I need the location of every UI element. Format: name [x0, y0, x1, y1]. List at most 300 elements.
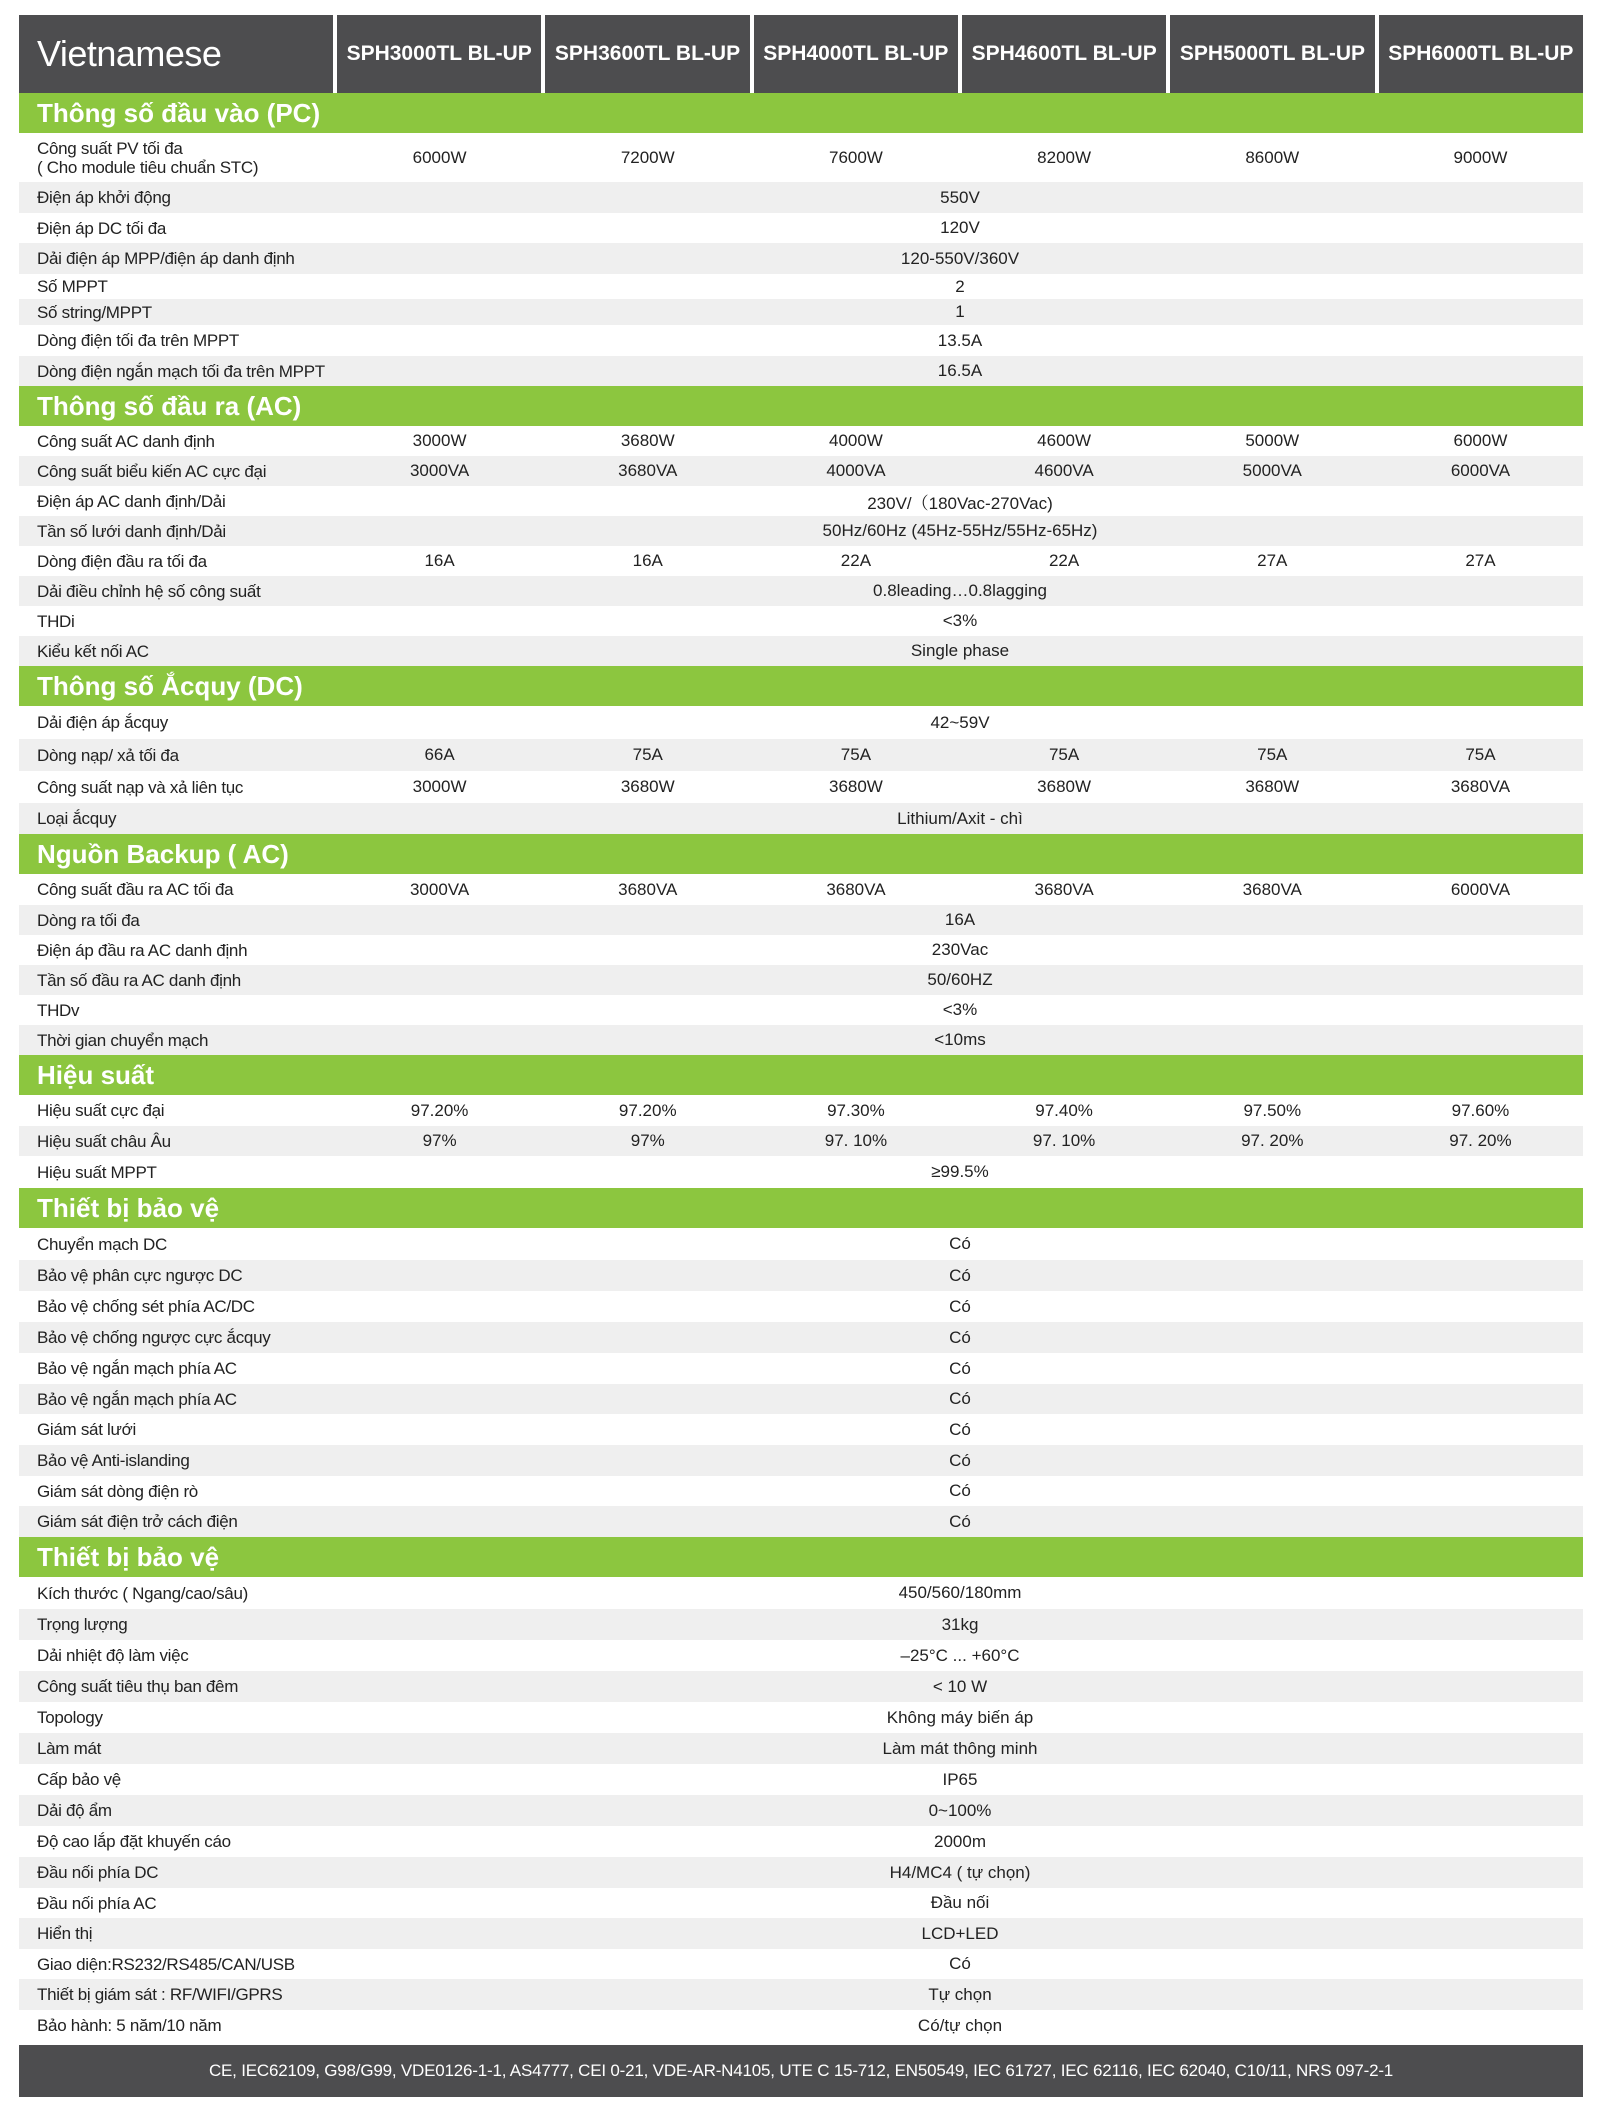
spec-label-cell [19, 213, 337, 243]
spec-label: Số MPPT [37, 277, 108, 296]
spec-value-span: 120V [337, 213, 1583, 243]
spec-label: Dải độ ẩm [37, 1801, 112, 1820]
spec-row [19, 771, 1583, 803]
spec-label: Dải điện áp ắcquy [37, 713, 168, 732]
spec-value-span: Có [337, 1506, 1583, 1537]
spec-values [337, 1918, 1583, 1949]
spec-value-span: Có [337, 1353, 1583, 1384]
spec-row [19, 995, 1583, 1025]
spec-value-cell: 75A [545, 739, 750, 771]
spec-row [19, 426, 1583, 456]
spec-label-cell [19, 1476, 337, 1506]
spec-values [337, 426, 1583, 456]
spec-value-cell: 97.20% [337, 1095, 542, 1126]
spec-label: Điện áp khởi động [37, 188, 171, 207]
model-header: SPH3600TL BL-UP [545, 15, 749, 93]
table-header [19, 15, 1583, 93]
spec-row [19, 1353, 1583, 1384]
spec-label: Topology [37, 1708, 103, 1727]
spec-value-cell: 3680W [1170, 771, 1375, 803]
spec-row [19, 935, 1583, 965]
spec-label-cell [19, 1640, 337, 1671]
spec-row [19, 1702, 1583, 1733]
spec-value-cell: 97% [545, 1126, 750, 1156]
spec-values [337, 1609, 1583, 1640]
spec-values [337, 1445, 1583, 1476]
model-header: SPH5000TL BL-UP [1170, 15, 1374, 93]
spec-label-cell [19, 636, 337, 666]
spec-value-cell: 66A [337, 739, 542, 771]
model-header: SPH3000TL BL-UP [337, 15, 541, 93]
spec-label: Trọng lượng [37, 1615, 128, 1634]
spec-label: Dải điều chỉnh hệ số công suất [37, 581, 261, 601]
spec-label-cell [19, 2010, 337, 2041]
spec-label: Công suất PV tối đa [37, 138, 183, 158]
spec-label: Cấp bảo vệ [37, 1770, 121, 1789]
spec-label-cell [19, 486, 337, 516]
spec-label-cell [19, 182, 337, 213]
spec-label-cell [19, 1671, 337, 1702]
spec-label: Điện áp DC tối đa [37, 218, 167, 238]
spec-label: Điện áp AC danh định/Dải [37, 491, 226, 511]
spec-label-cell [19, 1609, 337, 1640]
spec-value-cell: 97. 10% [962, 1126, 1167, 1156]
spec-row [19, 1918, 1583, 1949]
spec-row [19, 182, 1583, 213]
section-title: Thông số đầu vào (PC) [19, 93, 1583, 133]
spec-label: Chuyển mạch DC [37, 1234, 167, 1254]
spec-value-span: Có [337, 1414, 1583, 1445]
spec-value-cell: 75A [1170, 739, 1375, 771]
spec-value-cell: 16A [545, 546, 750, 576]
spec-row [19, 1156, 1583, 1188]
spec-label: Hiển thị [37, 1924, 93, 1943]
spec-value-cell: 3680VA [753, 874, 958, 905]
spec-label: Bảo vệ phân cực ngược DC [37, 1266, 243, 1285]
spec-value-cell: 22A [962, 546, 1167, 576]
spec-label: Tần số lưới danh định/Dải [37, 521, 226, 541]
spec-values [337, 874, 1583, 905]
spec-label: Hiệu suất cực đại [37, 1101, 165, 1120]
spec-label-cell [19, 1025, 337, 1055]
spec-label: Bảo vệ ngắn mạch phía AC [37, 1389, 237, 1409]
spec-row [19, 576, 1583, 606]
spec-values [337, 1671, 1583, 1702]
section-title: Thông số Ắcquy (DC) [19, 666, 1583, 706]
spec-values [337, 133, 1583, 182]
spec-label: Dòng điện ngắn mạch tối đa trên MPPT [37, 361, 325, 381]
spec-value-cell: 75A [962, 739, 1167, 771]
spec-value-span: H4/MC4 ( tự chọn) [337, 1857, 1583, 1888]
certifications-footer: CE, IEC62109, G98/G99, VDE0126-1-1, AS4777, CEI 0-21, VDE-AR-N4105, UTE C 15-712, EN50549, IEC 61727, IEC 62116, IEC 62040, C10/11, NRS 097-2-1 [19, 2045, 1583, 2097]
spec-value-cell: 4000VA [753, 456, 958, 486]
spec-label-cell [19, 325, 337, 356]
spec-row [19, 1949, 1583, 1979]
spec-row [19, 2010, 1583, 2041]
spec-value-span: <3% [337, 606, 1583, 636]
spec-value-span: Có/tự chọn [337, 2010, 1583, 2041]
spec-label-cell [19, 606, 337, 636]
spec-label: Dải nhiệt độ làm việc [37, 1646, 189, 1665]
spec-values [337, 2010, 1583, 2041]
spec-value-span: Có [337, 1291, 1583, 1322]
spec-label-cell [19, 1445, 337, 1476]
spec-value-span: Tự chọn [337, 1979, 1583, 2010]
model-header: SPH6000TL BL-UP [1379, 15, 1583, 93]
spec-label: Thời gian chuyển mạch [37, 1030, 209, 1050]
spec-value-cell: 3680VA [545, 874, 750, 905]
spec-values [337, 1414, 1583, 1445]
spec-value-cell: 97.20% [545, 1095, 750, 1126]
spec-label: Dòng nạp/ xả tối đa [37, 745, 179, 765]
spec-values [337, 606, 1583, 636]
spec-label: Kích thước ( Ngang/cao/sâu) [37, 1583, 248, 1603]
spec-value-span: 50/60HZ [337, 965, 1583, 995]
spec-label: Điện áp đầu ra AC danh định [37, 940, 248, 960]
spec-values [337, 1156, 1583, 1188]
spec-label-cell [19, 1260, 337, 1291]
spec-value-span: < 10 W [337, 1671, 1583, 1702]
spec-label-cell [19, 1126, 337, 1156]
spec-value-span: 1 [337, 299, 1583, 325]
spec-value-cell: 3000W [337, 771, 542, 803]
spec-label-cell [19, 1888, 337, 1918]
spec-label-cell [19, 803, 337, 834]
spec-label: Độ cao lắp đặt khuyến cáo [37, 1832, 231, 1851]
spec-row [19, 213, 1583, 243]
spec-label: Thiết bị giám sát : RF/WIFI/GPRS [37, 1985, 283, 2004]
spec-values [337, 1857, 1583, 1888]
spec-label-cell [19, 456, 337, 486]
spec-value-span: 230V/（180Vac-270Vac) [337, 486, 1583, 516]
spec-label: Dòng điện đầu ra tối đa [37, 551, 207, 571]
spec-values [337, 516, 1583, 546]
spec-values [337, 965, 1583, 995]
spec-value-span: 0.8leading…0.8lagging [337, 576, 1583, 606]
spec-value-span: IP65 [337, 1764, 1583, 1795]
spec-row [19, 1291, 1583, 1322]
spec-label-cell [19, 1414, 337, 1445]
spec-value-span: Có [337, 1384, 1583, 1414]
spec-label-cell [19, 1156, 337, 1188]
spec-values [337, 1733, 1583, 1764]
spec-value-cell: 8600W [1170, 133, 1375, 182]
spec-label: THDi [37, 611, 75, 631]
spec-values [337, 1577, 1583, 1609]
spec-value-cell: 22A [753, 546, 958, 576]
spec-value-cell: 3680W [545, 426, 750, 456]
spec-values [337, 1260, 1583, 1291]
spec-value-cell: 97. 20% [1378, 1126, 1583, 1156]
spec-label-cell [19, 243, 337, 274]
spec-row [19, 739, 1583, 771]
spec-value-span: 42~59V [337, 706, 1583, 739]
spec-value-span: Đầu nối [337, 1888, 1583, 1918]
spec-values [337, 1949, 1583, 1979]
spec-label-cell [19, 299, 337, 325]
spec-label-cell [19, 935, 337, 965]
spec-value-cell: 3680W [545, 771, 750, 803]
spec-value-cell: 3680VA [545, 456, 750, 486]
spec-label: Bảo hành: 5 năm/10 năm [37, 2016, 222, 2035]
spec-row [19, 965, 1583, 995]
section-title: Thiết bị bảo vệ [19, 1537, 1583, 1577]
spec-value-span: Có [337, 1228, 1583, 1260]
spec-label-cell [19, 905, 337, 935]
spec-value-cell: 3680VA [1378, 771, 1583, 803]
spec-value-span: LCD+LED [337, 1918, 1583, 1949]
spec-values [337, 1640, 1583, 1671]
spec-value-span: 120-550V/360V [337, 243, 1583, 274]
spec-value-cell: 4600W [962, 426, 1167, 456]
spec-value-cell: 7600W [753, 133, 958, 182]
spec-value-cell: 97. 20% [1170, 1126, 1375, 1156]
spec-value-cell: 6000VA [1378, 874, 1583, 905]
spec-values [337, 325, 1583, 356]
spec-value-cell: 97.40% [962, 1095, 1167, 1126]
spec-values [337, 1702, 1583, 1733]
section-title: Thiết bị bảo vệ [19, 1188, 1583, 1228]
spec-values [337, 546, 1583, 576]
spec-label-cell [19, 133, 337, 182]
spec-label-cell [19, 706, 337, 739]
spec-label-cell [19, 1826, 337, 1857]
spec-value-span: 2 [337, 274, 1583, 299]
spec-label-cell [19, 995, 337, 1025]
section-title: Thông số đầu ra (AC) [19, 386, 1583, 426]
spec-label: Dòng điện tối đa trên MPPT [37, 331, 239, 350]
spec-label: Giám sát dòng điện rò [37, 1481, 198, 1501]
spec-row [19, 1609, 1583, 1640]
spec-values [337, 995, 1583, 1025]
spec-value-span: 2000m [337, 1826, 1583, 1857]
spec-label: Công suất nạp và xả liên tục [37, 777, 244, 797]
spec-label-cell [19, 546, 337, 576]
spec-values [337, 636, 1583, 666]
spec-value-cell: 5000VA [1170, 456, 1375, 486]
spec-value-span: –25°C ... +60°C [337, 1640, 1583, 1671]
spec-row [19, 1764, 1583, 1795]
spec-label: Hiệu suất MPPT [37, 1162, 157, 1182]
spec-label: Hiệu suất châu Âu [37, 1131, 171, 1151]
spec-label: Giao diện:RS232/RS485/CAN/USB [37, 1954, 295, 1974]
spec-values [337, 486, 1583, 516]
spec-value-cell: 6000W [1378, 426, 1583, 456]
spec-label: Bảo vệ Anti-islanding [37, 1451, 190, 1470]
spec-value-cell: 5000W [1170, 426, 1375, 456]
spec-label-cell [19, 739, 337, 771]
spec-row [19, 1322, 1583, 1353]
spec-value-cell: 3680W [962, 771, 1167, 803]
spec-values [337, 935, 1583, 965]
spec-label-cell [19, 516, 337, 546]
spec-label-cell [19, 1857, 337, 1888]
spec-row [19, 606, 1583, 636]
spec-values [337, 1888, 1583, 1918]
spec-label: Loại ắcquy [37, 809, 117, 828]
spec-values [337, 456, 1583, 486]
spec-row [19, 1640, 1583, 1671]
spec-label-cell [19, 771, 337, 803]
spec-label-cell [19, 1577, 337, 1609]
spec-label: Số string/MPPT [37, 302, 152, 322]
spec-values [337, 771, 1583, 803]
spec-value-span: ≥99.5% [337, 1156, 1583, 1188]
spec-values [337, 905, 1583, 935]
spec-value-cell: 16A [337, 546, 542, 576]
spec-row [19, 456, 1583, 486]
spec-value-span: Có [337, 1476, 1583, 1506]
spec-value-cell: 3680W [753, 771, 958, 803]
spec-row [19, 1228, 1583, 1260]
spec-value-cell: 27A [1378, 546, 1583, 576]
spec-values [337, 739, 1583, 771]
spec-row [19, 1095, 1583, 1126]
spec-row [19, 1414, 1583, 1445]
spec-value-cell: 6000W [337, 133, 542, 182]
spec-values [337, 1228, 1583, 1260]
section-title: Nguồn Backup ( AC) [19, 834, 1583, 874]
spec-value-span: 550V [337, 182, 1583, 213]
spec-values [337, 1095, 1583, 1126]
spec-value-cell: 3000VA [337, 456, 542, 486]
spec-value-cell: 6000VA [1378, 456, 1583, 486]
spec-label: Dải điện áp MPP/điện áp danh định [37, 249, 295, 268]
spec-row [19, 299, 1583, 325]
spec-row [19, 274, 1583, 299]
spec-value-cell: 7200W [545, 133, 750, 182]
spec-value-cell: 97. 10% [753, 1126, 958, 1156]
language-label: Vietnamese [19, 15, 333, 93]
spec-row [19, 803, 1583, 834]
spec-label-cell [19, 1095, 337, 1126]
spec-label-cell [19, 1979, 337, 2010]
spec-row [19, 516, 1583, 546]
spec-value-span: 50Hz/60Hz (45Hz-55Hz/55Hz-65Hz) [337, 516, 1583, 546]
spec-row [19, 325, 1583, 356]
spec-row [19, 486, 1583, 516]
spec-label-cell [19, 274, 337, 299]
spec-value-span: 16.5A [337, 356, 1583, 386]
spec-value-span: Lithium/Axit - chì [337, 803, 1583, 834]
spec-values [337, 1476, 1583, 1506]
spec-row [19, 546, 1583, 576]
spec-row [19, 243, 1583, 274]
spec-label-cell [19, 426, 337, 456]
spec-values [337, 1979, 1583, 2010]
model-header: SPH4000TL BL-UP [754, 15, 958, 93]
section-title: Hiệu suất [19, 1055, 1583, 1095]
spec-label-cell [19, 1322, 337, 1353]
spec-row [19, 905, 1583, 935]
model-header: SPH4600TL BL-UP [962, 15, 1166, 93]
spec-row [19, 1126, 1583, 1156]
spec-values [337, 1826, 1583, 1857]
spec-label: Bảo vệ chống sét phía AC/DC [37, 1297, 255, 1316]
spec-value-span: Single phase [337, 636, 1583, 666]
spec-values [337, 706, 1583, 739]
spec-value-cell: 97.50% [1170, 1095, 1375, 1126]
spec-label-cell [19, 1795, 337, 1826]
spec-row [19, 1857, 1583, 1888]
spec-label: Công suất đầu ra AC tối đa [37, 880, 234, 899]
spec-value-cell: 97% [337, 1126, 542, 1156]
spec-values [337, 1353, 1583, 1384]
spec-label: Công suất biểu kiến AC cực đại [37, 461, 267, 481]
spec-value-span: Có [337, 1260, 1583, 1291]
spec-row [19, 1025, 1583, 1055]
spec-value-cell: 3680VA [1170, 874, 1375, 905]
spec-values [337, 1291, 1583, 1322]
spec-values [337, 1506, 1583, 1537]
spec-value-cell: 4600VA [962, 456, 1167, 486]
spec-value-span: 450/560/180mm [337, 1577, 1583, 1609]
spec-values [337, 1322, 1583, 1353]
spec-value-span: Không máy biến áp [337, 1702, 1583, 1733]
spec-row [19, 1445, 1583, 1476]
spec-value-span: 13.5A [337, 325, 1583, 356]
spec-label-cell [19, 965, 337, 995]
spec-value-cell: 8200W [962, 133, 1167, 182]
spec-label-cell [19, 1506, 337, 1537]
spec-values [337, 243, 1583, 274]
spec-label: Dòng ra tối đa [37, 910, 140, 930]
spec-label: Bảo vệ chống ngược cực ắcquy [37, 1328, 271, 1347]
spec-label: Đầu nối phía DC [37, 1863, 159, 1882]
spec-value-span: <10ms [337, 1025, 1583, 1055]
spec-label-cell [19, 1918, 337, 1949]
spec-row [19, 1577, 1583, 1609]
spec-label-cell [19, 1764, 337, 1795]
spec-label: Công suất tiêu thụ ban đêm [37, 1677, 239, 1696]
spec-value-span: 230Vac [337, 935, 1583, 965]
spec-label-cell [19, 1733, 337, 1764]
spec-values [337, 1126, 1583, 1156]
spec-values [337, 213, 1583, 243]
spec-values [337, 274, 1583, 299]
spec-label: Bảo vệ ngắn mạch phía AC [37, 1359, 237, 1378]
spec-value-cell: 97.60% [1378, 1095, 1583, 1126]
spec-value-span: Làm mát thông minh [337, 1733, 1583, 1764]
spec-label: Công suất AC danh định [37, 431, 215, 451]
spec-row [19, 874, 1583, 905]
spec-label: Làm mát [37, 1739, 102, 1758]
spec-value-span: Có [337, 1322, 1583, 1353]
spec-value-span: 31kg [337, 1609, 1583, 1640]
spec-value-cell: 97.30% [753, 1095, 958, 1126]
spec-row [19, 1671, 1583, 1702]
spec-label: Giám sát lưới [37, 1420, 136, 1439]
spec-row [19, 1476, 1583, 1506]
spec-label: Giám sát điện trở cách điện [37, 1512, 238, 1531]
spec-values [337, 1764, 1583, 1795]
spec-label: THDv [37, 1000, 80, 1020]
spec-value-span: 0~100% [337, 1795, 1583, 1826]
spec-row [19, 1826, 1583, 1857]
spec-sheet [19, 15, 1583, 2097]
spec-label: Tần số đầu ra AC danh định [37, 970, 241, 990]
spec-values [337, 356, 1583, 386]
spec-label-cell [19, 1384, 337, 1414]
spec-row [19, 1260, 1583, 1291]
spec-value-cell: 27A [1170, 546, 1375, 576]
spec-values [337, 576, 1583, 606]
spec-row [19, 636, 1583, 666]
spec-value-cell: 3680VA [962, 874, 1167, 905]
spec-value-span: Có [337, 1445, 1583, 1476]
spec-row [19, 1733, 1583, 1764]
spec-label-cell [19, 1228, 337, 1260]
